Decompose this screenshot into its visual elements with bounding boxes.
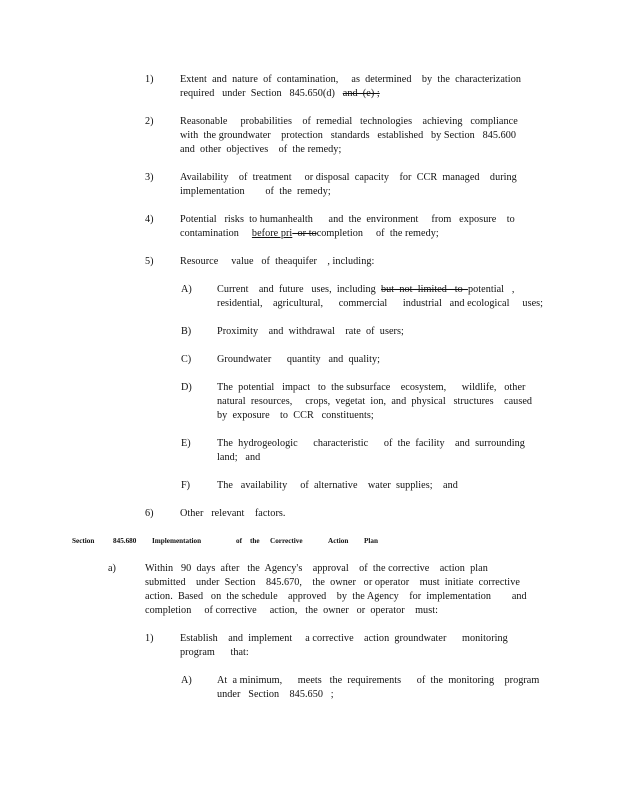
text-line [180,129,516,143]
text-line [180,115,518,129]
section-title-word: Corrective [270,537,303,545]
sublist-letter: B) [181,326,192,337]
list-number: 1) [145,633,154,644]
sublist-letter: D) [181,382,192,393]
text-line [217,437,525,451]
list-number: 6) [145,508,154,519]
text-line [217,479,458,493]
text-line [217,353,380,367]
text-segment: Potential risks to humanhealth and the environment from exposure to [180,214,515,225]
text-line [180,143,341,157]
text-line [180,507,286,521]
text-segment: required under Section 845.650(d) [180,88,343,99]
text-segment: completion of corrective action, the owner or operator must: [145,605,438,616]
text-line [145,590,527,604]
list-number: 1) [145,74,154,85]
section-label: Section [72,537,95,545]
text-segment: Proximity and withdrawal rate of users; [217,326,404,337]
text-line [180,213,515,227]
text-line [180,227,439,241]
struck-text: or to [292,228,317,239]
text-segment: At a minimum, meets the requirements of the monitoring program [217,675,540,686]
text-segment: residential, agricultural, commercial industrial and ecological uses; [217,298,544,309]
text-line [217,674,539,688]
section-title-word: Plan [364,537,378,545]
text-segment: natural resources, crops, vegetat ion, and physical structures caused [217,396,533,407]
text-segment: Groundwater quantity and quality; [217,354,381,365]
text-segment: with the groundwater protection standards established by Section 845.600 [180,130,517,141]
text-segment: Reasonable probabilities of remedial technologies achieving compliance [180,116,518,127]
sublist-letter: F) [181,480,191,491]
text-segment: submitted under Section 845.670, the owner or operator must initiate corrective [145,577,520,588]
section-title-word: of [236,537,242,545]
text-line [180,646,249,660]
text-segment: Extent and nature of contamination, as determined by the characterization [180,74,521,85]
list-number: 3) [145,172,154,183]
list-number: 5) [145,256,154,267]
text-line [180,73,521,87]
text-segment: program that: [180,647,249,658]
text-line [217,381,525,395]
section-title-word: Action [328,537,349,545]
section-title-word: the [250,537,260,545]
text-segment: The potential impact to the subsurface ecosystem, wildlife, other [217,382,526,393]
text-segment: Availability of treatment or disposal capacity for CCR managed during [180,172,517,183]
sublist-letter: C) [181,354,192,365]
text-segment: land; and [217,452,261,463]
text-line [217,395,532,409]
text-segment: action. Based on the schedule approved by the Agency for implementation and [145,591,527,602]
struck-text: and (e) ; [342,88,380,99]
text-segment: potential , [467,284,515,295]
text-segment: implementation of the remedy; [180,186,331,197]
text-line [180,185,331,199]
text-segment: completion of the remedy; [316,228,439,239]
text-segment: under Section 845.650 ; [217,689,334,700]
struck-text: but not limited to [381,284,468,295]
text-line [217,451,260,465]
text-segment: The hydrogeologic characteristic of the facility and surrounding [217,438,525,449]
text-line [180,87,380,101]
sublist-letter: A) [181,675,192,686]
text-segment: Within 90 days after the Agency's approval of the corrective action plan [145,563,488,574]
sublist-letter: A) [181,284,192,295]
text-segment: Current and future uses, including [217,284,381,295]
underlined-text: before pri [251,228,293,239]
section-title-word: Implementation [152,537,202,545]
text-line [217,325,404,339]
text-line [145,576,520,590]
paragraph-letter: a) [108,563,116,574]
text-line [217,297,543,311]
text-segment: Other relevant factors. [180,508,286,519]
text-line [180,171,517,185]
section-number: 845.680 [113,537,137,545]
text-segment: Establish and implement a corrective action groundwater monitoring [180,633,508,644]
text-segment: by exposure to CCR constituents; [217,410,374,421]
text-segment: contamination [180,228,252,239]
text-line [217,283,514,297]
text-line [145,562,488,576]
text-segment: Resource value of theaquifer , including: [180,256,375,267]
text-line [180,632,508,646]
text-segment: and other objectives of the remedy; [180,144,342,155]
list-number: 4) [145,214,154,225]
text-line [217,688,334,702]
text-line [217,409,374,423]
sublist-letter: E) [181,438,191,449]
text-line [145,604,438,618]
list-number: 2) [145,116,154,127]
text-segment: The availability of alternative water supplies; and [217,480,458,491]
text-line [180,255,374,269]
